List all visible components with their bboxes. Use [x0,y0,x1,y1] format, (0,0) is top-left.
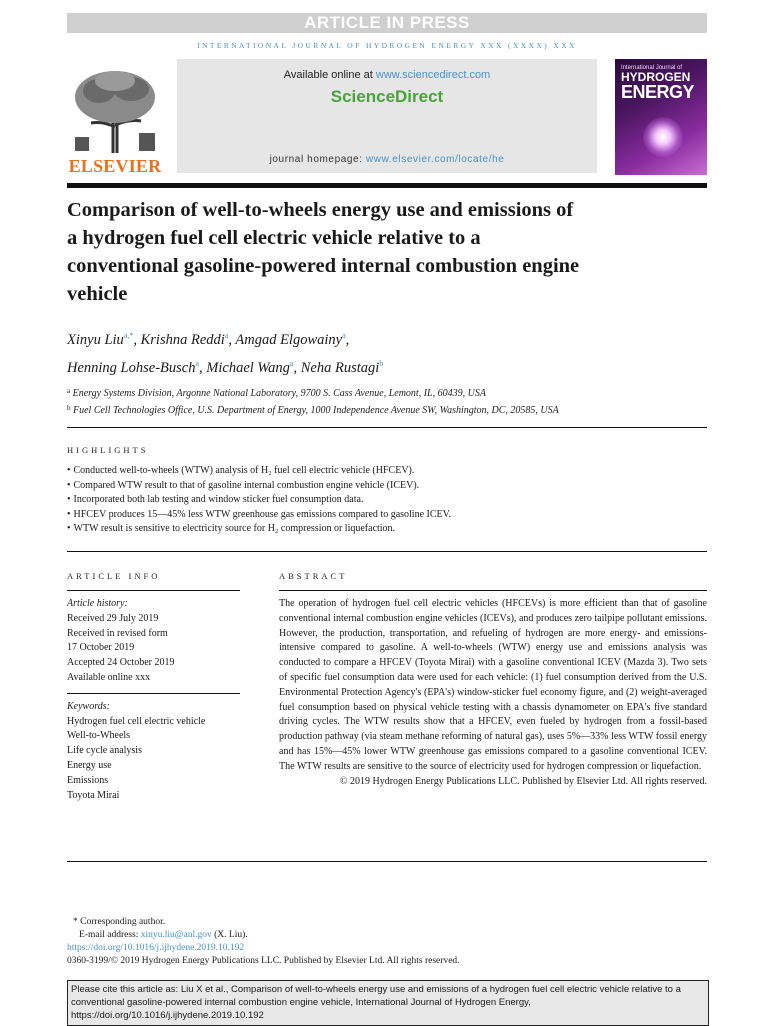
article-history: Article history: Received 29 July 2019 Received in revised form 17 October 2019 Accepted 24 October 2019 Available online xxx [67,597,175,683]
elsevier-logo [67,67,163,177]
sciencedirect-link[interactable]: www.sciencedirect.com [375,69,491,81]
journal-homepage: journal homepage: www.elsevier.com/locate/he [269,154,505,165]
highlight-item: • Conducted well-to-wheels (WTW) analysis of H₂ fuel cell electric vehicle (HFCEV). [67,464,707,479]
highlights-list [67,464,707,537]
affiliations [67,384,707,418]
divider [67,551,707,552]
highlight-item: • HFCEV produces 15—45% less WTW greenhouse gas emissions compared to gasoline ICEV. [67,508,707,523]
email-link[interactable]: xinyu.liu@anl.gov [140,930,212,940]
keyword: Well-to-Wheels [67,730,131,742]
article-in-press-banner: ARTICLE IN PRESS [67,13,707,33]
footnotes [67,916,707,968]
citation-box: Please cite this article as: Liu X et al., Comparison of well-to-wheels energy use and emissions of a hydrogen fuel cell electric vehicle relative to a conventional gasoline-powered internal combustion engine vehicle, International Journal of Hydrogen Energy, https://doi.org/10.1016/j.ijhydene.2019.10.192 [67,980,709,1026]
article-title: Comparison of well-to-wheels energy use and emissions of a hydrogen fuel cell electric vehicle relative to a conventional gasoline-powered internal combustion engine vehicle [67,199,580,305]
highlight-item: • WTW result is sensitive to electricity source for H₂ compression or liquefaction. [67,522,707,537]
abstract [279,571,707,789]
available-online: Available online at www.sciencedirect.com [283,69,491,81]
author[interactable]: Amgad Elgowainy$^a$ [235,331,346,348]
keyword: Energy use [67,759,112,771]
sciencedirect-logo: ScienceDirect [330,87,444,106]
author[interactable]: Neha Rustagi$^b$ [300,359,384,376]
issn-copyright: 0360-3199/© 2019 Hydrogen Energy Publications LLC. Published by Elsevier Ltd. All rights reserved. [67,956,460,966]
highlights-heading: HIGHLIGHTS [67,445,149,455]
author[interactable]: Krishna Reddi$^a$ [140,331,229,348]
keyword: Hydrogen fuel cell electric vehicle [67,715,206,727]
corresponding-author-note: * Corresponding author. [73,917,166,927]
elsevier-wordmark: ELSEVIER [68,156,162,176]
article-info [67,571,240,803]
affiliation: $^a$ Energy Systems Division, Argonne National Laboratory, 9700 S. Cass Avenue, Lemont, IL, 60439, USA [67,387,486,399]
abstract-copyright: © 2019 Hydrogen Energy Publications LLC. Published by Elsevier Ltd. All rights reserved. [339,775,707,787]
journal-homepage-link[interactable]: www.elsevier.com/locate/he [365,154,505,165]
author[interactable]: Xinyu Liu$^{a,*}$ [67,331,134,348]
keyword: Life cycle analysis [67,745,142,757]
article-page [67,13,707,841]
divider [67,427,707,428]
abstract-heading: ABSTRACT [279,570,348,581]
keywords: Keywords: Hydrogen fuel cell electric vehicle Well-to-Wheels Life cycle analysis Energy use Emissions Toyota Mirai [67,700,240,804]
journal-running-header: INTERNATIONAL JOURNAL OF HYDROGEN ENERGY XXX (XXXX) XXX [197,41,577,50]
keyword: Emissions [67,774,109,786]
highlight-item: • Incorporated both lab testing and window sticker fuel consumption data. [67,493,707,508]
keyword: Toyota Mirai [67,789,120,801]
article-info-heading: ARTICLE INFO [67,570,161,581]
cover-line-3: ENERGY [621,82,695,102]
highlight-item: • Compared WTW result to that of gasoline internal combustion engine vehicle (ICEV). [67,479,707,494]
masthead [67,59,707,179]
abstract-body: The operation of hydrogen fuel cell electric vehicles (HFCEVs) is more efficient than that of gasoline conventional internal combustion engine vehicles (ICEVs), and produces zero tailpipe pollutant emissions. However, the production, transportation, and refueling of hydrogen are more energy- and emissions-intensive compared to gasoline. A well-to-wheels (WTW) energy use and emissions analysis was conducted to compare a HFCEV (Toyota Mirai) with a gasoline conventional ICEV (Mazda 3). Two sets of specific fuel consumption data were used for each vehicle: (1) fuel consumption derived from the U.S. Environmental Protection Agency's (EPA's) window-sticker fuel economy figure, and (2) weight-averaged fuel consumption based on physical vehicle testing with a chassis dynamometer on EPA's five standard driving cycles. The WTW results show that a HFCEV, even fueled by hydrogen from a fossil-based production pathway (via steam methane reforming of natural gas), uses 5%—33% less WTW fossil energy and has 15%—45% lower WTW greenhouse gas emissions compared to a gasoline conventional ICEV. The WTW results are sensitive to the source of electricity used for hydrogen compression or liquefaction. [279,597,707,772]
cover-line-1: International Journal of [621,65,683,71]
doi-link[interactable]: https://doi.org/10.1016/j.ijhydene.2019.10.192 [67,943,245,953]
author-list: Xinyu Liu$^{a,*}$, Krishna Reddi$^a$, Amgad Elgowainy$^a$, Henning Lohse-Busch$^a$, Michael Wang$^a$, Neha Rustagi$^b$ [67,331,384,376]
author[interactable]: Henning Lohse-Busch$^a$ [67,359,200,376]
cover-glow-graphic [643,117,683,157]
author[interactable]: Michael Wang$^a$ [206,359,294,376]
affiliation: $^b$ Fuel Cell Technologies Office, U.S. Department of Energy, 1000 Independence Avenue SW, Washington, DC, 20585, USA [67,404,559,416]
elsevier-tree-icon [69,67,161,153]
masthead-rule [67,183,707,188]
divider [67,861,707,862]
sciencedirect-box [177,59,597,173]
info-abstract-columns [67,571,707,841]
email-note: E-mail address: xinyu.liu@anl.gov (X. Liu). [79,930,248,940]
journal-cover-image [615,59,707,175]
highlights-section [67,445,707,537]
cover-line-2: HYDROGEN [621,70,691,84]
